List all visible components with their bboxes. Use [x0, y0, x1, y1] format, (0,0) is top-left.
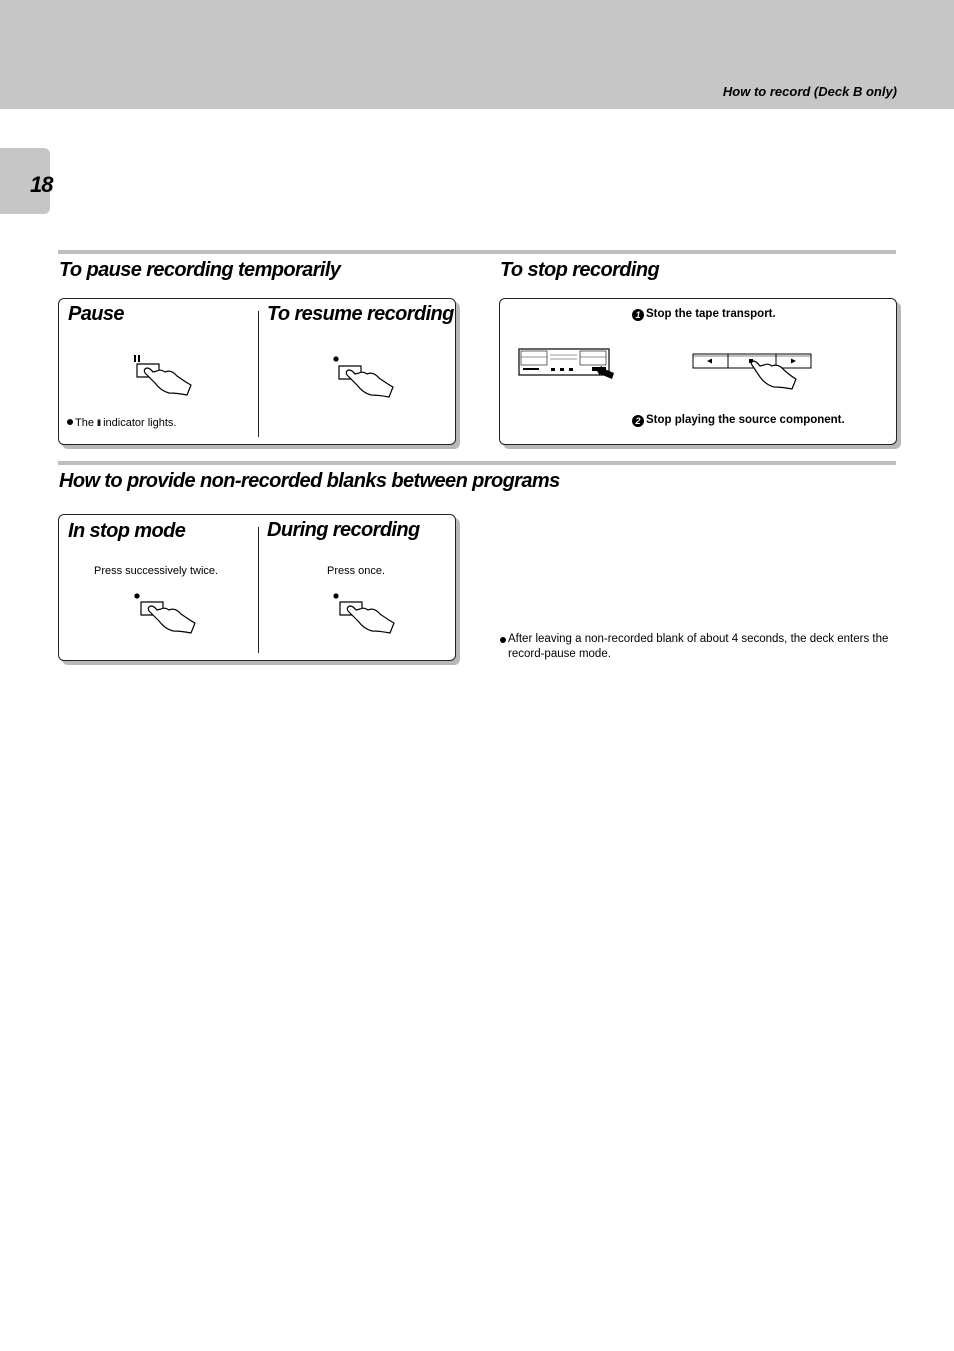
- bullet-icon: [500, 637, 506, 643]
- blanks-section-title: How to provide non-recorded blanks between programs: [59, 470, 560, 492]
- section-rule-top: [58, 250, 896, 254]
- hand-pressing-icon: [137, 364, 191, 395]
- stop-mode-caption: Press successively twice.: [94, 565, 219, 577]
- stop-panel: [499, 298, 897, 445]
- pause-button-press-illustration: [131, 353, 201, 399]
- blanks-panel: [58, 514, 456, 661]
- pause-panel: [58, 298, 456, 445]
- during-recording-caption: Press once.: [327, 565, 386, 577]
- pause-symbol-icon: [134, 355, 140, 362]
- hand-pressing-icon: [339, 366, 393, 397]
- record-dot-icon: [134, 593, 139, 598]
- hand-pressing-icon: [340, 602, 394, 633]
- running-header: How to record (Deck B only): [722, 84, 897, 99]
- pause-indicator-symbol: II: [97, 418, 101, 428]
- pause-heading: Pause: [68, 303, 124, 325]
- cassette-deck-illustration: [518, 347, 618, 385]
- step-number-2: 2: [632, 415, 644, 427]
- stop-button-press-illustration: [692, 353, 814, 397]
- page-number: 18: [30, 172, 53, 197]
- step-number-1: 1: [632, 309, 644, 321]
- record-dot-icon: [333, 356, 338, 361]
- bullet-icon: [67, 419, 73, 425]
- stop-mode-heading: In stop mode: [68, 520, 186, 542]
- stop-section-title: To stop recording: [500, 259, 660, 281]
- panel-divider: [258, 311, 259, 437]
- record-dot-icon: [333, 593, 338, 598]
- section-rule-middle: [58, 461, 896, 465]
- during-recording-heading: During recording: [267, 519, 420, 541]
- record-button-press-twice-illustration: [133, 591, 203, 637]
- record-button-press-once-illustration: [332, 591, 402, 637]
- pause-indicator-note: The II indicator lights.: [67, 417, 176, 429]
- stop-step-1: 1 Stop the tape transport.: [632, 308, 776, 321]
- blanks-note: After leaving a non-recorded blank of about 4 seconds, the deck enters the record-pause mode.: [498, 632, 898, 662]
- pause-section-title: To pause recording temporarily: [59, 259, 341, 281]
- hand-pressing-icon: [141, 602, 195, 633]
- resume-heading: To resume recording: [267, 303, 454, 325]
- panel-divider: [258, 527, 259, 653]
- record-button-press-illustration: [331, 353, 401, 399]
- stop-step-2: 2 Stop playing the source component.: [632, 414, 845, 427]
